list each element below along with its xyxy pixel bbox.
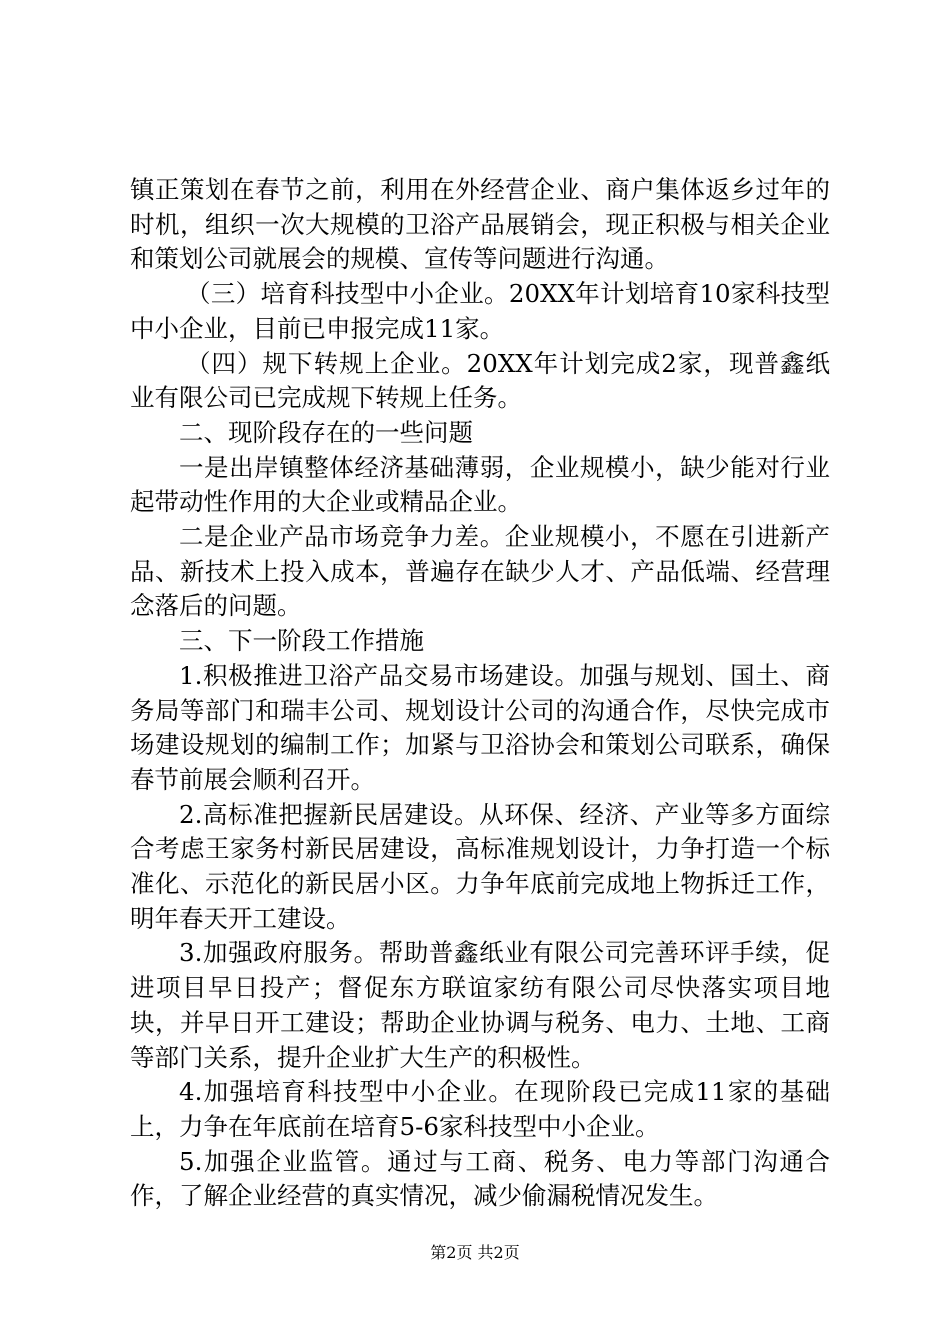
- section-heading-problems: 二、现阶段存在的一些问题: [179, 417, 473, 447]
- paragraph-measure-1: 1.积极推进卫浴产品交易市场建设。加强与规划、国土、商务局等部门和瑞丰公司、规划设计公司的沟通合作，尽快完成市场建设规划的编制工作；加紧与卫浴协会和策划公司联系，确保春节前展会顺利召开。: [130, 660, 830, 794]
- paragraph-tech-sme: （三）培育科技型中小企业。20XX年计划培育10家科技型中小企业，目前已申报完成11家。: [130, 279, 830, 343]
- paragraph-problem-one: 一是出岸镇整体经济基础薄弱，企业规模小，缺少能对行业起带动性作用的大企业或精品企业。: [130, 452, 830, 517]
- page-footer: 第2页 共2页: [430, 1243, 520, 1262]
- paragraph-problem-two: 二是企业产品市场竞争力差。企业规模小，不愿在引进新产品、新技术上投入成本，普遍存在缺少人才、产品低端、经营理念落后的问题。: [130, 522, 830, 621]
- section-heading-measures: 三、下一阶段工作措施: [179, 626, 424, 656]
- document-body: [130, 173, 830, 1214]
- paragraph-upgrade-enterprise: （四）规下转规上企业。20XX年计划完成2家，现普鑫纸业有限公司已完成规下转规上任务。: [130, 348, 830, 413]
- paragraph-continuation: 镇正策划在春节之前，利用在外经营企业、商户集体返乡过年的时机，组织一次大规模的卫浴产品展销会，现正积极与相关企业和策划公司就展会的规模、宣传等问题进行沟通。: [130, 175, 830, 274]
- paragraph-measure-4: 4.加强培育科技型中小企业。在现阶段已完成11家的基础上，力争在年底前在培育5-6家科技型中小企业。: [130, 1077, 830, 1141]
- paragraph-measure-5: 5.加强企业监管。通过与工商、税务、电力等部门沟通合作，了解企业经营的真实情况，减少偷漏税情况发生。: [130, 1146, 830, 1211]
- paragraph-measure-2: 2.高标准把握新民居建设。从环保、经济、产业等多方面综合考虑王家务村新民居建设，高标准规划设计，力争打造一个标准化、示范化的新民居小区。力争年底前完成地上物拆迁工作，明年春天开工建设。: [130, 799, 830, 933]
- paragraph-measure-3: 3.加强政府服务。帮助普鑫纸业有限公司完善环评手续，促进项目早日投产；督促东方联谊家纺有限公司尽快落实项目地块，并早日开工建设；帮助企业协调与税务、电力、土地、工商等部门关系，提升企业扩大生产的积极性。: [130, 938, 830, 1072]
